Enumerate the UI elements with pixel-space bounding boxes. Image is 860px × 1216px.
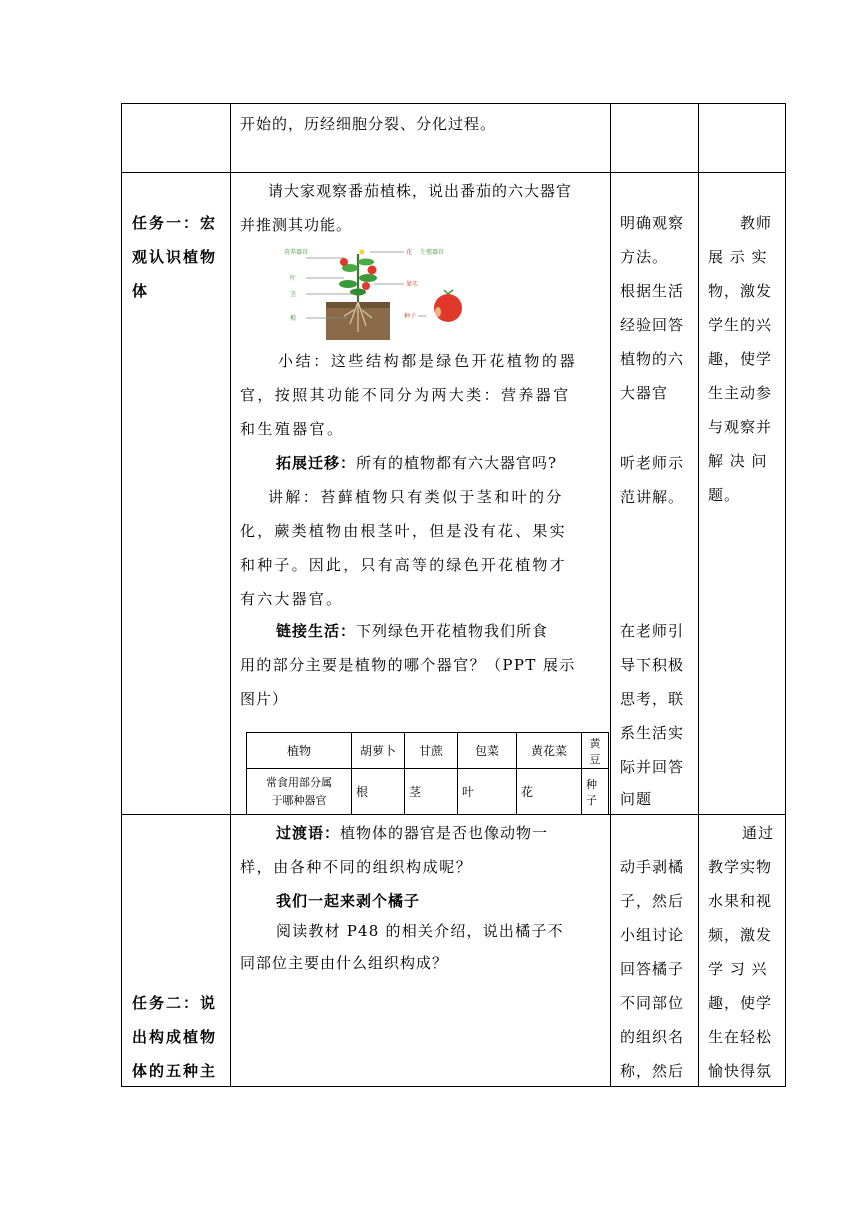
student-line: 子，然后 bbox=[620, 892, 685, 910]
intent-line: 与观察并 bbox=[708, 418, 773, 436]
explain-line-1: 讲解：苔藓植物只有类似于茎和叶的分 bbox=[268, 488, 564, 506]
row1-content: 开始的，历经细胞分裂、分化过程。 bbox=[240, 115, 497, 133]
read-line-2: 同部位主要由什么组织构成？ bbox=[240, 954, 449, 972]
task2-line-2: 出构成植物 bbox=[132, 1028, 218, 1046]
label-root: 根 bbox=[290, 315, 297, 322]
transition-line-1 bbox=[276, 816, 548, 850]
student-line: 问题 bbox=[620, 790, 653, 808]
table-cell: 种子 bbox=[582, 769, 609, 815]
table-row bbox=[247, 733, 609, 769]
intent-line: 趣，使学 bbox=[708, 350, 773, 368]
task1-line-2: 观认识植物 bbox=[132, 248, 218, 266]
extend-line bbox=[276, 446, 557, 480]
leaf-shape bbox=[339, 280, 357, 288]
label-vegetative-organ: 营养器官 bbox=[284, 249, 309, 256]
label-reproductive-organ: 生殖器官 bbox=[420, 249, 445, 256]
intent-line: 频，激发 bbox=[708, 926, 773, 944]
label-stem: 茎 bbox=[290, 291, 297, 298]
intent-line: 教师 bbox=[740, 214, 773, 232]
intent-line: 趣，使学 bbox=[708, 994, 773, 1012]
student-line: 动手剥橘 bbox=[620, 858, 685, 876]
plant-organ-table bbox=[246, 732, 609, 815]
transition-line-2: 样，由各种不同的组织构成呢？ bbox=[240, 858, 473, 876]
intent-line: 题。 bbox=[708, 486, 741, 504]
label-flower: 花 bbox=[406, 249, 413, 256]
summary-line-3: 和生殖器官。 bbox=[240, 420, 345, 438]
row-label-line-2: 于哪种器官 bbox=[271, 793, 327, 807]
table-border-bottom bbox=[121, 1086, 786, 1087]
extend-question: 所有的植物都有六大器官吗? bbox=[356, 454, 558, 472]
life-line-2: 用的部分主要是植物的哪个器官？（PPT 展示 bbox=[240, 656, 576, 674]
intent-line: 物，激发 bbox=[708, 282, 773, 300]
table-cell bbox=[247, 769, 352, 815]
life-line-1 bbox=[276, 614, 548, 648]
intent-line: 学 习 兴 bbox=[708, 960, 768, 978]
tomato-fruit bbox=[368, 266, 377, 275]
tomato-fruit bbox=[362, 282, 370, 290]
intent-line: 愉快得氛 bbox=[708, 1062, 773, 1080]
extend-label: 拓展迁移： bbox=[276, 454, 357, 472]
intent-line: 展 示 实 bbox=[708, 248, 768, 266]
life-line-3: 图片） bbox=[240, 690, 289, 708]
table-cell: 甘蔗 bbox=[405, 733, 458, 769]
student-line: 在老师引 bbox=[620, 622, 685, 640]
transition-text: 植物体的器官是否也像动物一 bbox=[340, 824, 549, 842]
peel-heading: 我们一起来剥个橘子 bbox=[276, 892, 421, 910]
task1-line-1: 任务一：宏 bbox=[132, 214, 218, 232]
student-line: 大器官 bbox=[620, 384, 669, 402]
intent-line: 生主动参 bbox=[708, 384, 773, 402]
student-line: 称，然后 bbox=[620, 1062, 685, 1080]
table-cell: 根 bbox=[352, 769, 405, 815]
label-fruit: 果实 bbox=[406, 281, 419, 288]
table-row bbox=[247, 769, 609, 815]
table-cell: 植物 bbox=[247, 733, 352, 769]
explain-line-4: 有六大器官。 bbox=[240, 590, 344, 608]
read-line-1: 阅读教材 P48 的相关介绍，说出橘子不 bbox=[276, 922, 564, 940]
life-label: 链接生活： bbox=[276, 622, 357, 640]
table-col-divider-1 bbox=[230, 103, 231, 1087]
table-cell: 胡萝卜 bbox=[352, 733, 405, 769]
task1-line-3: 体 bbox=[132, 282, 150, 300]
student-line: 小组讨论 bbox=[620, 926, 685, 944]
student-line: 的组织名 bbox=[620, 1028, 685, 1046]
student-line: 经验回答 bbox=[620, 316, 685, 334]
intent-line: 解 决 问 bbox=[708, 452, 768, 470]
student-line: 导下积极 bbox=[620, 656, 685, 674]
student-line: 际并回答 bbox=[620, 758, 685, 776]
table-cell: 茎 bbox=[405, 769, 458, 815]
label-seed: 种子 bbox=[404, 313, 417, 320]
intent-line: 学生的兴 bbox=[708, 316, 773, 334]
table-col-divider-3 bbox=[698, 103, 699, 1087]
table-row-divider-1 bbox=[121, 172, 786, 173]
tomato-fruit bbox=[340, 258, 348, 266]
leaf-shape bbox=[350, 289, 366, 296]
task2-line-1: 任务二：说 bbox=[132, 994, 218, 1012]
student-line: 根据生活 bbox=[620, 282, 685, 300]
table-cell: 黄豆 bbox=[582, 733, 609, 769]
student-line: 明确观察 bbox=[620, 214, 685, 232]
leaf-shape bbox=[358, 259, 374, 266]
intro-line-1: 请大家观察番茄植株，说出番茄的六大器官 bbox=[268, 182, 573, 200]
tomato-stalk bbox=[444, 290, 453, 294]
student-line: 思考，联 bbox=[620, 690, 685, 708]
table-cell: 叶 bbox=[458, 769, 517, 815]
intro-line-2: 并推测其功能。 bbox=[240, 216, 353, 234]
intent-line: 水果和视 bbox=[708, 892, 773, 910]
table-col-divider-2 bbox=[610, 103, 611, 1087]
life-text: 下列绿色开花植物我们所食 bbox=[356, 622, 549, 640]
table-cell: 包菜 bbox=[458, 733, 517, 769]
student-line: 范讲解。 bbox=[620, 488, 685, 506]
label-leaf: 叶 bbox=[290, 275, 297, 282]
transition-label: 过渡语： bbox=[276, 824, 341, 842]
intent-line: 生在轻松 bbox=[708, 1028, 773, 1046]
table-cell: 花 bbox=[517, 769, 582, 815]
student-line: 方法。 bbox=[620, 248, 669, 266]
explain-line-3: 和种子。因此，只有高等的绿色开花植物才 bbox=[240, 556, 567, 574]
intent-line: 教学实物 bbox=[708, 858, 773, 876]
table-border-left bbox=[121, 103, 122, 1087]
summary-line-1: 小结：这些结构都是绿色开花植物的器 bbox=[278, 352, 578, 370]
summary-line-2: 官，按照其功能不同分为两大类：营养器官 bbox=[240, 386, 571, 404]
student-line: 系生活实 bbox=[620, 724, 685, 742]
row-label-line-1: 常食用部分属 bbox=[266, 775, 332, 789]
table-cell: 黄花菜 bbox=[517, 733, 582, 769]
table-border-right bbox=[785, 103, 786, 1087]
explain-line-2: 化，蕨类植物由根茎叶，但是没有花、果实 bbox=[240, 522, 567, 540]
student-line: 回答橘子 bbox=[620, 960, 685, 978]
task2-line-3: 体的五种主 bbox=[132, 1062, 218, 1080]
student-line: 植物的六 bbox=[620, 350, 685, 368]
flower-shape bbox=[360, 250, 365, 255]
student-line: 不同部位 bbox=[620, 994, 685, 1012]
tomato-plant-figure bbox=[278, 244, 468, 340]
intent-line: 通过 bbox=[742, 824, 775, 842]
leaf-shape bbox=[359, 274, 377, 282]
tomato-seed-cut bbox=[435, 307, 441, 317]
student-line: 听老师示 bbox=[620, 454, 685, 472]
table-border-top bbox=[121, 103, 786, 104]
